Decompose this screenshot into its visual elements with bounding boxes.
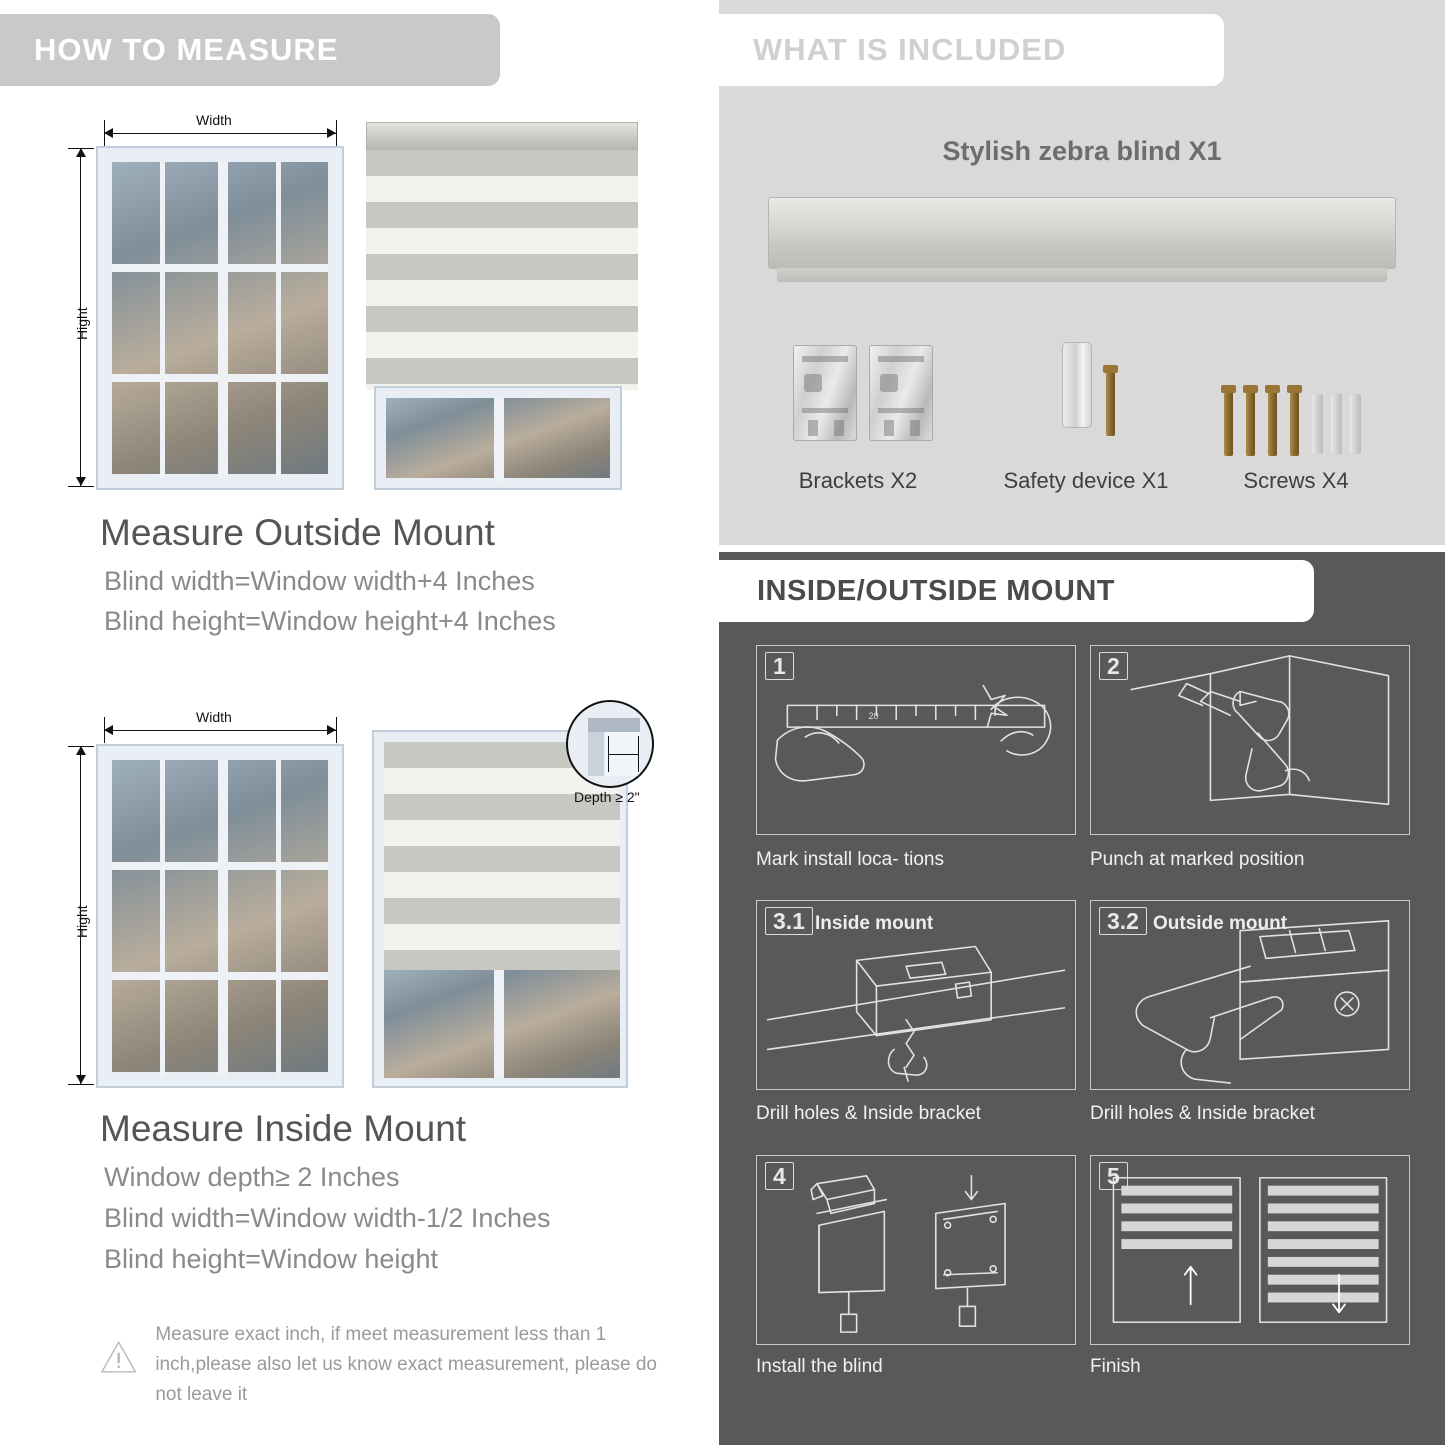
inside-window-mullion-vertical-3 <box>276 760 281 1076</box>
step-5-caption: Finish <box>1090 1356 1141 1377</box>
step-5-illustration <box>1090 1155 1410 1345</box>
inside-mount-line-3: Blind height=Window height <box>104 1244 438 1274</box>
step-2-sketch <box>1091 646 1409 834</box>
wall-anchor-icon-3 <box>1350 394 1361 454</box>
zebra-blind-headrail-illustration <box>768 197 1396 269</box>
inside-outside-mount-banner <box>719 560 1314 622</box>
step-3-2-illustration <box>1090 900 1410 1090</box>
inside-height-label: Hight <box>74 905 90 938</box>
brackets-label: Brackets X2 <box>798 468 918 493</box>
outside-window-mullion-vertical <box>218 162 228 478</box>
inside-width-arrow-left <box>104 725 113 735</box>
inside-mount-line-2: Blind width=Window width-1/2 Inches <box>104 1203 551 1233</box>
outside-window-frame <box>96 146 344 490</box>
bracket-icon-1 <box>793 345 857 441</box>
screws-label: Screws X4 <box>1243 468 1349 493</box>
depth-callout-circle <box>566 700 654 788</box>
inside-outside-mount-banner-label: INSIDE/OUTSIDE MOUNT <box>757 574 1116 607</box>
what-is-included-banner-label: WHAT IS INCLUDED <box>753 32 1067 67</box>
inside-width-arrow-right <box>327 725 336 735</box>
screw-icon-2 <box>1246 390 1255 456</box>
inside-height-tick-top <box>68 746 94 747</box>
outside-width-tick-left <box>104 120 105 146</box>
screw-icon-1 <box>1224 390 1233 456</box>
step-2-caption: Punch at marked position <box>1090 849 1305 870</box>
screw-icon-4 <box>1290 390 1299 456</box>
inside-width-label: Width <box>196 709 232 725</box>
inside-width-tick-right <box>336 717 337 743</box>
outside-window-mullion-vertical-2 <box>160 162 165 478</box>
how-to-measure-banner-label: HOW TO MEASURE <box>34 32 339 67</box>
wall-anchor-icon-1 <box>1312 394 1323 454</box>
outside-height-tick-top <box>68 148 94 149</box>
step-5-sketch <box>1091 1156 1409 1344</box>
step-2-number: 2 <box>1099 652 1128 680</box>
safety-device-screw-icon <box>1106 370 1115 436</box>
inside-mount-line-1: Window depth≥ 2 Inches <box>104 1162 400 1192</box>
step-1-illustration <box>756 645 1076 835</box>
outside-height-label: Hight <box>74 307 90 340</box>
step-3-2-number: 3.2 <box>1099 907 1147 935</box>
step-3-1-number: 3.1 <box>765 907 813 935</box>
outside-height-arrow-down <box>76 477 86 486</box>
step-1-caption: Mark install loca- tions <box>756 849 944 870</box>
step-3-1-illustration <box>756 900 1076 1090</box>
wall-anchor-icon-2 <box>1331 394 1342 454</box>
how-to-measure-banner <box>0 14 500 86</box>
outside-width-arrow-left <box>104 128 113 138</box>
outside-window-mullion-horizontal-1 <box>112 264 328 272</box>
how-to-measure-panel <box>0 0 712 1445</box>
step-4-number: 4 <box>765 1162 794 1190</box>
step-5-number: 5 <box>1099 1162 1128 1190</box>
outside-blind-headrail <box>366 122 638 150</box>
outside-blind-stripes <box>366 150 638 390</box>
step-3-2-inline-label: Outside mount <box>1153 913 1288 934</box>
outside-width-arrow-right <box>327 128 336 138</box>
safety-device-label: Safety device X1 <box>1003 468 1169 493</box>
step-1-sketch <box>757 646 1075 834</box>
svg-text:20: 20 <box>868 711 879 722</box>
safety-device-icon <box>1062 342 1092 428</box>
bracket-icon-2 <box>869 345 933 441</box>
inside-height-arrow-up <box>76 746 86 755</box>
inside-height-tick-bottom <box>68 1084 94 1085</box>
inside-window-frame <box>96 744 344 1088</box>
step-3-1-caption: Drill holes & Inside bracket <box>756 1103 981 1124</box>
outside-width-dim-line <box>104 133 336 134</box>
outside-mount-line-2: Blind height=Window height+4 Inches <box>104 606 556 636</box>
step-4-sketch <box>757 1156 1075 1344</box>
what-is-included-banner <box>719 14 1224 86</box>
step-1-number: 1 <box>765 652 794 680</box>
outside-mount-heading: Measure Outside Mount <box>100 512 495 553</box>
warning-triangle-icon <box>100 1320 137 1394</box>
outside-width-tick-right <box>336 120 337 146</box>
step-3-2-caption: Drill holes & Inside bracket <box>1090 1103 1315 1124</box>
step-4-illustration <box>756 1155 1076 1345</box>
outside-window-lower-mullion <box>494 398 504 482</box>
measure-note <box>100 1320 660 1410</box>
inside-window-mullion-horizontal-2 <box>112 972 328 980</box>
depth-label: Depth ≥ 2" <box>574 789 640 805</box>
inside-window-lower-mullion <box>494 970 504 1078</box>
inside-width-tick-left <box>104 717 105 743</box>
step-3-1-inline-label: Inside mount <box>815 913 934 934</box>
screw-icon-3 <box>1268 390 1277 456</box>
step-2-illustration <box>1090 645 1410 835</box>
step-4-caption: Install the blind <box>756 1356 883 1377</box>
outside-mount-line-1: Blind width=Window width+4 Inches <box>104 566 535 596</box>
inside-mount-heading: Measure Inside Mount <box>100 1108 467 1149</box>
outside-width-label: Width <box>196 112 232 128</box>
outside-window-mullion-horizontal-2 <box>112 374 328 382</box>
measure-note-text: Measure exact inch, if meet measurement less than 1 inch,please also let us know exact measurement, please do not leave it <box>155 1324 657 1405</box>
inside-width-dim-line <box>104 730 336 731</box>
outside-window-frame-lower <box>374 386 622 490</box>
outside-window-mullion-vertical-3 <box>276 162 281 478</box>
inside-mount-window-frame <box>372 730 628 1088</box>
inside-window-mullion-vertical-2 <box>160 760 165 1076</box>
inside-height-arrow-down <box>76 1075 86 1084</box>
outside-height-arrow-up <box>76 148 86 157</box>
inside-window-mullion-horizontal-1 <box>112 862 328 870</box>
inside-window-mullion-vertical <box>218 760 228 1076</box>
outside-blind <box>366 150 638 390</box>
outside-height-tick-bottom <box>68 486 94 487</box>
included-product-title: Stylish zebra blind X1 <box>942 136 1222 166</box>
